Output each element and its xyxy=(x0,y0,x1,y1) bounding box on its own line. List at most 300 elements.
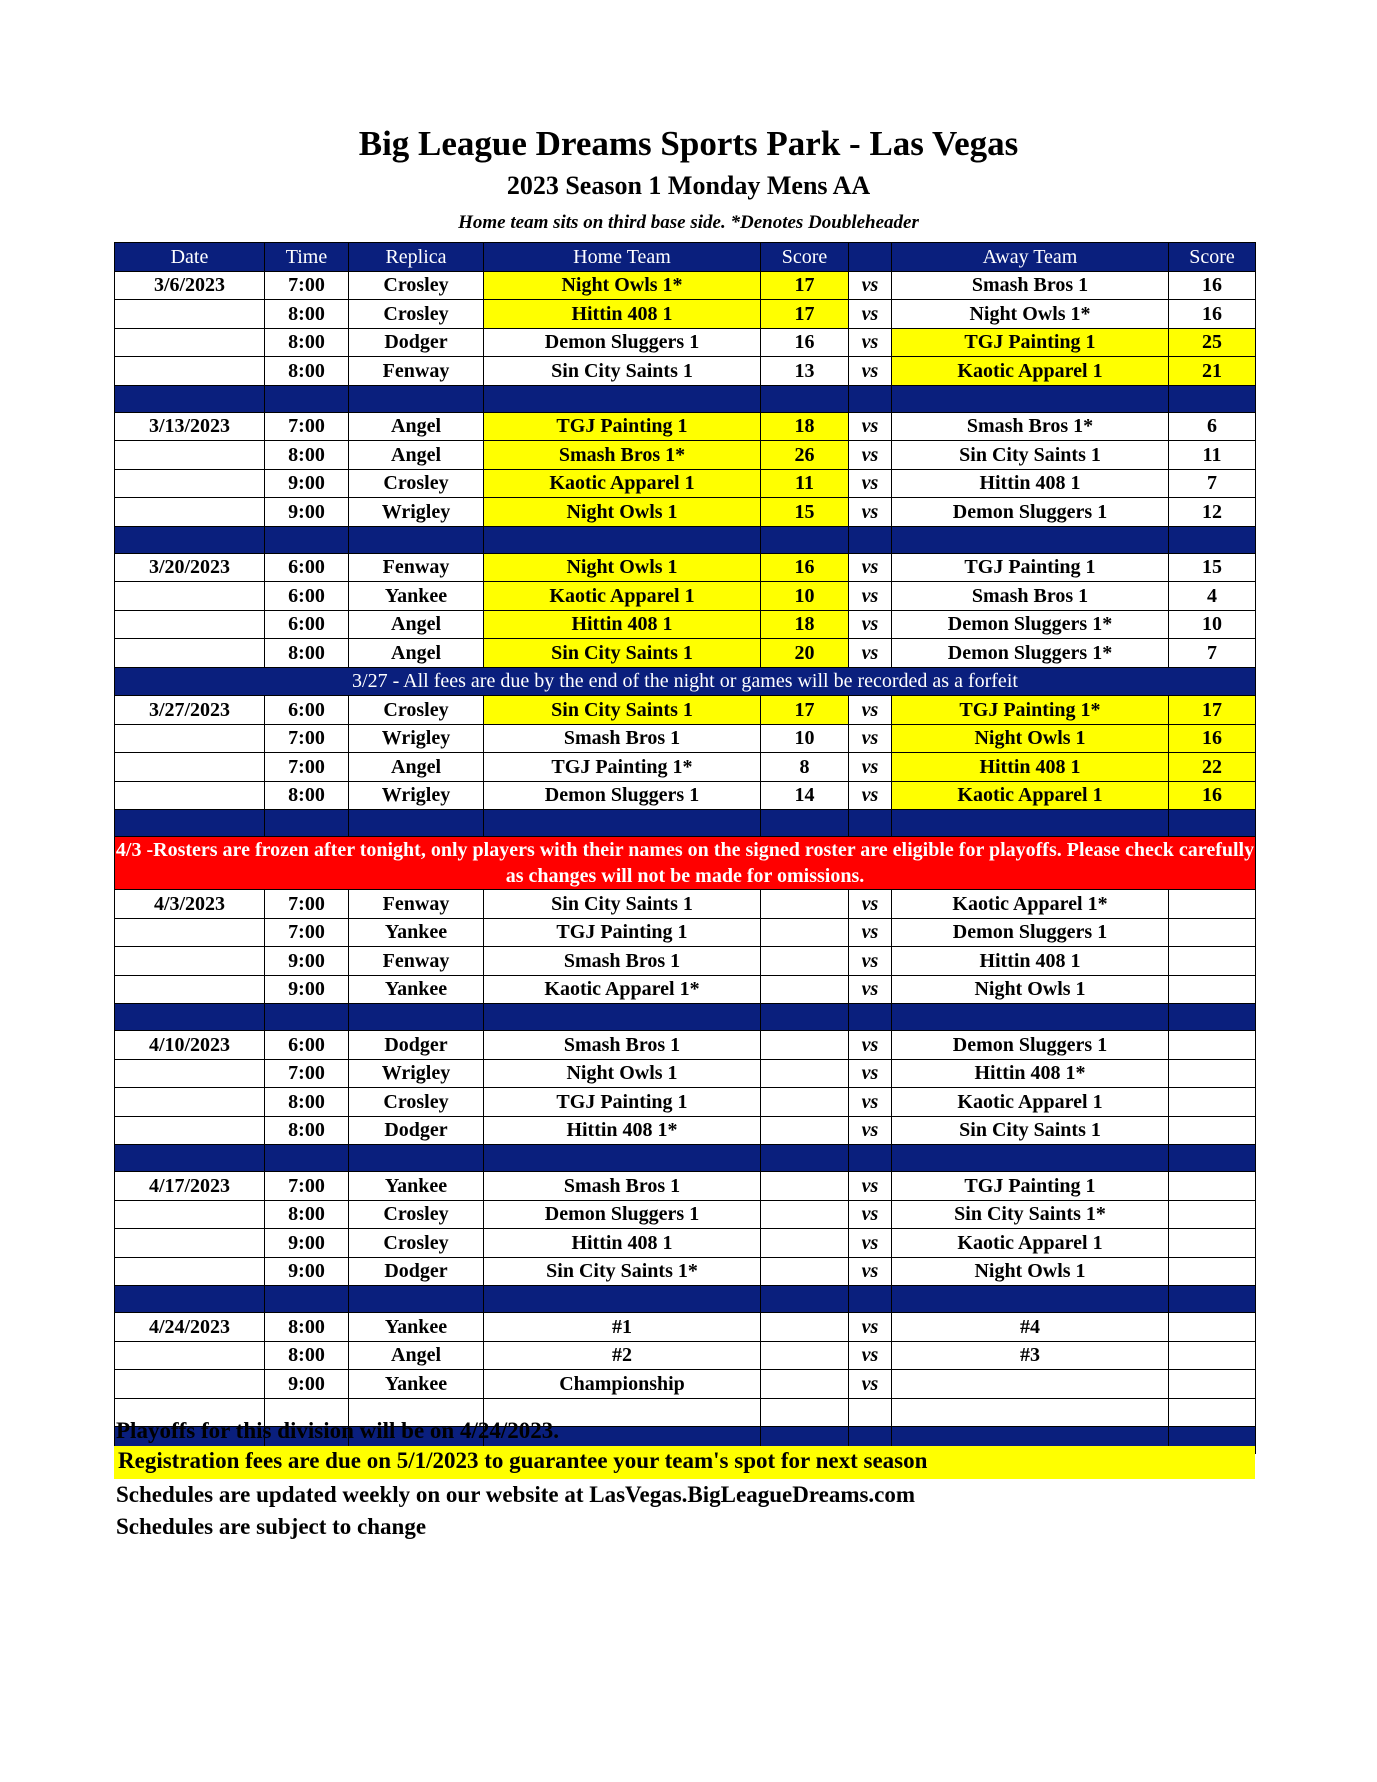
separator-cell xyxy=(349,1145,484,1172)
game-row xyxy=(115,1229,1256,1258)
vs-label: vs xyxy=(849,890,892,919)
away-team: Smash Bros 1* xyxy=(892,412,1169,441)
home-score xyxy=(761,1313,849,1342)
game-row xyxy=(115,498,1256,527)
game-date: 4/24/2023 xyxy=(115,1313,265,1342)
away-score: 10 xyxy=(1169,610,1256,639)
vs-label: vs xyxy=(849,696,892,725)
away-score: 4 xyxy=(1169,582,1256,611)
vs-label: vs xyxy=(849,1341,892,1370)
game-row xyxy=(115,357,1256,386)
vs-label: vs xyxy=(849,357,892,386)
separator-cell xyxy=(892,385,1169,412)
game-time: 8:00 xyxy=(265,1088,349,1117)
game-row xyxy=(115,300,1256,329)
game-replica-field: Crosley xyxy=(349,1229,484,1258)
game-date xyxy=(115,1341,265,1370)
week-separator xyxy=(115,810,1256,837)
home-score xyxy=(761,1200,849,1229)
home-team: Hittin 408 1 xyxy=(484,1229,761,1258)
game-replica-field: Wrigley xyxy=(349,724,484,753)
game-time: 8:00 xyxy=(265,1116,349,1145)
away-score: 12 xyxy=(1169,498,1256,527)
vs-label: vs xyxy=(849,300,892,329)
separator-cell xyxy=(484,526,761,553)
game-replica-field: Yankee xyxy=(349,582,484,611)
game-time: 9:00 xyxy=(265,975,349,1004)
away-team: Night Owls 1 xyxy=(892,1257,1169,1286)
home-team: Sin City Saints 1* xyxy=(484,1257,761,1286)
game-date xyxy=(115,1257,265,1286)
separator-cell xyxy=(115,1286,265,1313)
game-replica-field: Dodger xyxy=(349,1031,484,1060)
vs-label: vs xyxy=(849,582,892,611)
home-score: 11 xyxy=(761,469,849,498)
game-replica-field: Yankee xyxy=(349,1172,484,1201)
away-score: 22 xyxy=(1169,753,1256,782)
week-separator xyxy=(115,1145,1256,1172)
game-replica-field: Angel xyxy=(349,441,484,470)
separator-cell xyxy=(1169,810,1256,837)
vs-label: vs xyxy=(849,610,892,639)
game-time: 6:00 xyxy=(265,696,349,725)
week-separator xyxy=(115,1004,1256,1031)
vs-label: vs xyxy=(849,1088,892,1117)
home-team: Night Owls 1 xyxy=(484,1059,761,1088)
game-row xyxy=(115,1059,1256,1088)
away-score xyxy=(1169,890,1256,919)
game-date xyxy=(115,639,265,668)
home-team: Sin City Saints 1 xyxy=(484,357,761,386)
separator-cell xyxy=(349,1286,484,1313)
home-team: Night Owls 1* xyxy=(484,271,761,300)
separator-cell xyxy=(892,1004,1169,1031)
home-score: 26 xyxy=(761,441,849,470)
separator-cell xyxy=(892,1145,1169,1172)
roster-notice-row xyxy=(115,837,1256,890)
game-date xyxy=(115,1088,265,1117)
game-time: 9:00 xyxy=(265,1370,349,1399)
separator-cell xyxy=(265,385,349,412)
game-date: 3/20/2023 xyxy=(115,553,265,582)
game-replica-field: Angel xyxy=(349,639,484,668)
separator-cell xyxy=(265,810,349,837)
game-date xyxy=(115,498,265,527)
home-team: Demon Sluggers 1 xyxy=(484,328,761,357)
game-replica-field: Crosley xyxy=(349,469,484,498)
away-score: 16 xyxy=(1169,781,1256,810)
vs-label: vs xyxy=(849,1370,892,1399)
game-replica-field: Angel xyxy=(349,412,484,441)
home-team: Night Owls 1 xyxy=(484,553,761,582)
home-team: Smash Bros 1 xyxy=(484,724,761,753)
home-score xyxy=(761,1088,849,1117)
game-time: 7:00 xyxy=(265,1172,349,1201)
game-time: 8:00 xyxy=(265,639,349,668)
week-separator xyxy=(115,385,1256,412)
header-time: Time xyxy=(265,243,349,272)
game-time: 7:00 xyxy=(265,918,349,947)
away-team: TGJ Painting 1 xyxy=(892,553,1169,582)
home-team: Night Owls 1 xyxy=(484,498,761,527)
game-row xyxy=(115,947,1256,976)
game-replica-field: Dodger xyxy=(349,1257,484,1286)
home-team: Kaotic Apparel 1* xyxy=(484,975,761,1004)
separator-cell xyxy=(265,526,349,553)
away-team: Kaotic Apparel 1 xyxy=(892,357,1169,386)
table-header-row xyxy=(115,243,1256,272)
separator-cell xyxy=(265,1145,349,1172)
away-team: Demon Sluggers 1* xyxy=(892,639,1169,668)
game-date: 3/27/2023 xyxy=(115,696,265,725)
vs-label: vs xyxy=(849,1257,892,1286)
game-time: 8:00 xyxy=(265,441,349,470)
away-score: 6 xyxy=(1169,412,1256,441)
game-replica-field: Crosley xyxy=(349,696,484,725)
game-replica-field: Yankee xyxy=(349,918,484,947)
vs-label: vs xyxy=(849,1031,892,1060)
away-score: 21 xyxy=(1169,357,1256,386)
game-time: 8:00 xyxy=(265,1200,349,1229)
game-replica-field: Crosley xyxy=(349,1088,484,1117)
header-replica: Replica xyxy=(349,243,484,272)
away-team: Kaotic Apparel 1 xyxy=(892,1088,1169,1117)
away-team: TGJ Painting 1 xyxy=(892,1172,1169,1201)
vs-label: vs xyxy=(849,753,892,782)
game-replica-field: Fenway xyxy=(349,947,484,976)
game-row xyxy=(115,1341,1256,1370)
home-team: Hittin 408 1 xyxy=(484,610,761,639)
game-date xyxy=(115,975,265,1004)
game-row xyxy=(115,1031,1256,1060)
game-time: 6:00 xyxy=(265,610,349,639)
header-home-team: Home Team xyxy=(484,243,761,272)
separator-cell xyxy=(1169,1286,1256,1313)
separator-cell xyxy=(761,526,849,553)
game-row xyxy=(115,412,1256,441)
away-score: 11 xyxy=(1169,441,1256,470)
separator-cell xyxy=(265,1286,349,1313)
game-time: 7:00 xyxy=(265,724,349,753)
game-time: 8:00 xyxy=(265,328,349,357)
away-score xyxy=(1169,1031,1256,1060)
home-score: 10 xyxy=(761,724,849,753)
game-date xyxy=(115,441,265,470)
game-row xyxy=(115,1257,1256,1286)
game-row xyxy=(115,724,1256,753)
vs-label: vs xyxy=(849,1059,892,1088)
home-score: 16 xyxy=(761,553,849,582)
game-replica-field: Crosley xyxy=(349,271,484,300)
home-team: TGJ Painting 1 xyxy=(484,412,761,441)
header-away-team: Away Team xyxy=(892,243,1169,272)
separator-cell xyxy=(849,1004,892,1031)
vs-label: vs xyxy=(849,639,892,668)
game-date xyxy=(115,1116,265,1145)
game-row xyxy=(115,918,1256,947)
home-team: Championship xyxy=(484,1370,761,1399)
game-date xyxy=(115,1059,265,1088)
separator-cell xyxy=(761,810,849,837)
game-row xyxy=(115,975,1256,1004)
game-time: 6:00 xyxy=(265,553,349,582)
home-score: 17 xyxy=(761,271,849,300)
separator-cell xyxy=(1169,385,1256,412)
separator-cell xyxy=(761,385,849,412)
game-date xyxy=(115,1200,265,1229)
home-team: Smash Bros 1 xyxy=(484,1031,761,1060)
away-score xyxy=(1169,1313,1256,1342)
away-team: Demon Sluggers 1 xyxy=(892,498,1169,527)
separator-cell xyxy=(761,1145,849,1172)
away-score xyxy=(1169,1370,1256,1399)
away-team: #3 xyxy=(892,1341,1169,1370)
game-replica-field: Fenway xyxy=(349,553,484,582)
page-title: Big League Dreams Sports Park - Las Vegas xyxy=(358,124,1019,163)
game-row xyxy=(115,1088,1256,1117)
game-time: 6:00 xyxy=(265,1031,349,1060)
away-score xyxy=(1169,947,1256,976)
home-team: Sin City Saints 1 xyxy=(484,890,761,919)
header-away-score: Score xyxy=(1169,243,1256,272)
game-date xyxy=(115,781,265,810)
game-time: 7:00 xyxy=(265,753,349,782)
separator-cell xyxy=(849,1286,892,1313)
home-score: 15 xyxy=(761,498,849,527)
game-row xyxy=(115,469,1256,498)
week-separator xyxy=(115,1286,1256,1313)
game-date xyxy=(115,357,265,386)
home-score: 14 xyxy=(761,781,849,810)
game-date: 4/17/2023 xyxy=(115,1172,265,1201)
game-row xyxy=(115,696,1256,725)
vs-label: vs xyxy=(849,1116,892,1145)
separator-cell xyxy=(484,385,761,412)
page-subtitle: 2023 Season 1 Monday Mens AA xyxy=(506,171,871,200)
game-replica-field: Dodger xyxy=(349,328,484,357)
game-row xyxy=(115,890,1256,919)
game-date xyxy=(115,1229,265,1258)
game-date: 4/3/2023 xyxy=(115,890,265,919)
home-score xyxy=(761,1031,849,1060)
home-score xyxy=(761,890,849,919)
away-score xyxy=(1169,1257,1256,1286)
subject-to-change-note: Schedules are subject to change xyxy=(116,1514,427,1539)
game-replica-field: Angel xyxy=(349,1341,484,1370)
game-replica-field: Wrigley xyxy=(349,781,484,810)
away-score xyxy=(1169,1398,1256,1427)
game-time: 7:00 xyxy=(265,890,349,919)
registration-note: Registration fees are due on 5/1/2023 to guarantee your team's spot for next season xyxy=(114,1446,1255,1479)
separator-cell xyxy=(349,810,484,837)
away-team: Night Owls 1 xyxy=(892,724,1169,753)
separator-cell xyxy=(849,810,892,837)
game-row xyxy=(115,610,1256,639)
game-replica-field: Crosley xyxy=(349,300,484,329)
game-time: 9:00 xyxy=(265,469,349,498)
game-row xyxy=(115,781,1256,810)
game-time: 9:00 xyxy=(265,1229,349,1258)
game-row xyxy=(115,1370,1256,1399)
game-replica-field: Fenway xyxy=(349,357,484,386)
separator-cell xyxy=(1169,526,1256,553)
game-row xyxy=(115,328,1256,357)
game-time: 8:00 xyxy=(265,1313,349,1342)
home-team: TGJ Painting 1 xyxy=(484,918,761,947)
away-team: Hittin 408 1 xyxy=(892,753,1169,782)
separator-cell xyxy=(115,810,265,837)
game-time: 8:00 xyxy=(265,1341,349,1370)
vs-label: vs xyxy=(849,781,892,810)
separator-cell xyxy=(349,526,484,553)
vs-label: vs xyxy=(849,412,892,441)
week-separator xyxy=(115,526,1256,553)
website-note: Schedules are updated weekly on our website at LasVegas.BigLeagueDreams.com xyxy=(116,1482,916,1507)
home-team: Kaotic Apparel 1 xyxy=(484,582,761,611)
separator-cell xyxy=(849,385,892,412)
home-team: Demon Sluggers 1 xyxy=(484,1200,761,1229)
vs-label: vs xyxy=(849,1313,892,1342)
header-home-score: Score xyxy=(761,243,849,272)
vs-label: vs xyxy=(849,975,892,1004)
vs-label xyxy=(849,1398,892,1427)
away-team: Demon Sluggers 1 xyxy=(892,1031,1169,1060)
home-score xyxy=(761,1370,849,1399)
separator-cell xyxy=(115,1145,265,1172)
game-date xyxy=(115,918,265,947)
game-replica-field: Fenway xyxy=(349,890,484,919)
away-score: 25 xyxy=(1169,328,1256,357)
away-score: 7 xyxy=(1169,639,1256,668)
away-team: Kaotic Apparel 1 xyxy=(892,1229,1169,1258)
away-score: 16 xyxy=(1169,300,1256,329)
away-score xyxy=(1169,1088,1256,1117)
home-score: 16 xyxy=(761,328,849,357)
home-score: 17 xyxy=(761,300,849,329)
fee-notice-row xyxy=(115,667,1256,696)
game-row xyxy=(115,753,1256,782)
away-team: Sin City Saints 1* xyxy=(892,1200,1169,1229)
game-date xyxy=(115,1370,265,1399)
away-score: 16 xyxy=(1169,724,1256,753)
away-team: Hittin 408 1 xyxy=(892,469,1169,498)
home-score xyxy=(761,1172,849,1201)
vs-label: vs xyxy=(849,1200,892,1229)
separator-cell xyxy=(484,1004,761,1031)
home-team: #2 xyxy=(484,1341,761,1370)
home-score xyxy=(761,975,849,1004)
separator-cell xyxy=(1169,1145,1256,1172)
game-time: 8:00 xyxy=(265,357,349,386)
away-score: 16 xyxy=(1169,271,1256,300)
home-score: 18 xyxy=(761,610,849,639)
game-row xyxy=(115,271,1256,300)
game-date xyxy=(115,582,265,611)
separator-cell xyxy=(892,1286,1169,1313)
home-team: TGJ Painting 1 xyxy=(484,1088,761,1117)
vs-label: vs xyxy=(849,271,892,300)
game-time: 9:00 xyxy=(265,1257,349,1286)
away-team: Sin City Saints 1 xyxy=(892,441,1169,470)
roster-notice: 4/3 -Rosters are frozen after tonight, only players with their names on the signed roster are eligible for playoffs. Please check carefully as changes will not be made for omissions. xyxy=(115,837,1256,890)
away-score xyxy=(1169,1229,1256,1258)
vs-label: vs xyxy=(849,947,892,976)
separator-cell xyxy=(115,1004,265,1031)
schedule-note: Home team sits on third base side. *Denotes Doubleheader xyxy=(458,212,919,233)
home-team: Smash Bros 1* xyxy=(484,441,761,470)
game-replica-field: Wrigley xyxy=(349,1059,484,1088)
game-date: 4/10/2023 xyxy=(115,1031,265,1060)
game-row xyxy=(115,1313,1256,1342)
away-team: TGJ Painting 1* xyxy=(892,696,1169,725)
game-row xyxy=(115,441,1256,470)
separator-cell xyxy=(349,385,484,412)
home-score: 13 xyxy=(761,357,849,386)
away-team: Hittin 408 1 xyxy=(892,947,1169,976)
game-date xyxy=(115,947,265,976)
away-team: Smash Bros 1 xyxy=(892,271,1169,300)
separator-cell xyxy=(892,810,1169,837)
game-time: 8:00 xyxy=(265,781,349,810)
separator-cell xyxy=(892,526,1169,553)
away-team: Kaotic Apparel 1 xyxy=(892,781,1169,810)
game-time: 6:00 xyxy=(265,582,349,611)
home-team: Hittin 408 1 xyxy=(484,300,761,329)
home-score: 20 xyxy=(761,639,849,668)
away-score xyxy=(1169,1116,1256,1145)
away-team: #4 xyxy=(892,1313,1169,1342)
home-score xyxy=(761,1257,849,1286)
game-row xyxy=(115,553,1256,582)
game-time: 7:00 xyxy=(265,1059,349,1088)
header-date: Date xyxy=(115,243,265,272)
game-row xyxy=(115,582,1256,611)
game-date xyxy=(115,300,265,329)
home-score xyxy=(761,1341,849,1370)
away-score xyxy=(1169,1059,1256,1088)
away-score: 7 xyxy=(1169,469,1256,498)
game-row xyxy=(115,1200,1256,1229)
home-score xyxy=(761,1116,849,1145)
game-replica-field: Angel xyxy=(349,610,484,639)
vs-label: vs xyxy=(849,469,892,498)
away-team: Night Owls 1* xyxy=(892,300,1169,329)
game-replica-field: Yankee xyxy=(349,1370,484,1399)
home-team: #1 xyxy=(484,1313,761,1342)
home-score xyxy=(761,947,849,976)
home-team: TGJ Painting 1* xyxy=(484,753,761,782)
away-team xyxy=(892,1398,1169,1427)
vs-label: vs xyxy=(849,553,892,582)
home-team: Hittin 408 1* xyxy=(484,1116,761,1145)
home-team: Smash Bros 1 xyxy=(484,1172,761,1201)
header-vs xyxy=(849,243,892,272)
home-team: Kaotic Apparel 1 xyxy=(484,469,761,498)
home-score xyxy=(761,1229,849,1258)
away-team: Demon Sluggers 1 xyxy=(892,918,1169,947)
home-score: 10 xyxy=(761,582,849,611)
separator-cell xyxy=(761,1286,849,1313)
separator-cell xyxy=(115,526,265,553)
game-row xyxy=(115,639,1256,668)
game-replica-field: Angel xyxy=(349,753,484,782)
fee-notice: 3/27 - All fees are due by the end of the night or games will be recorded as a forfeit xyxy=(115,667,1256,696)
separator-cell xyxy=(849,526,892,553)
home-team: Sin City Saints 1 xyxy=(484,696,761,725)
home-score: 18 xyxy=(761,412,849,441)
home-score xyxy=(761,918,849,947)
game-date xyxy=(115,328,265,357)
